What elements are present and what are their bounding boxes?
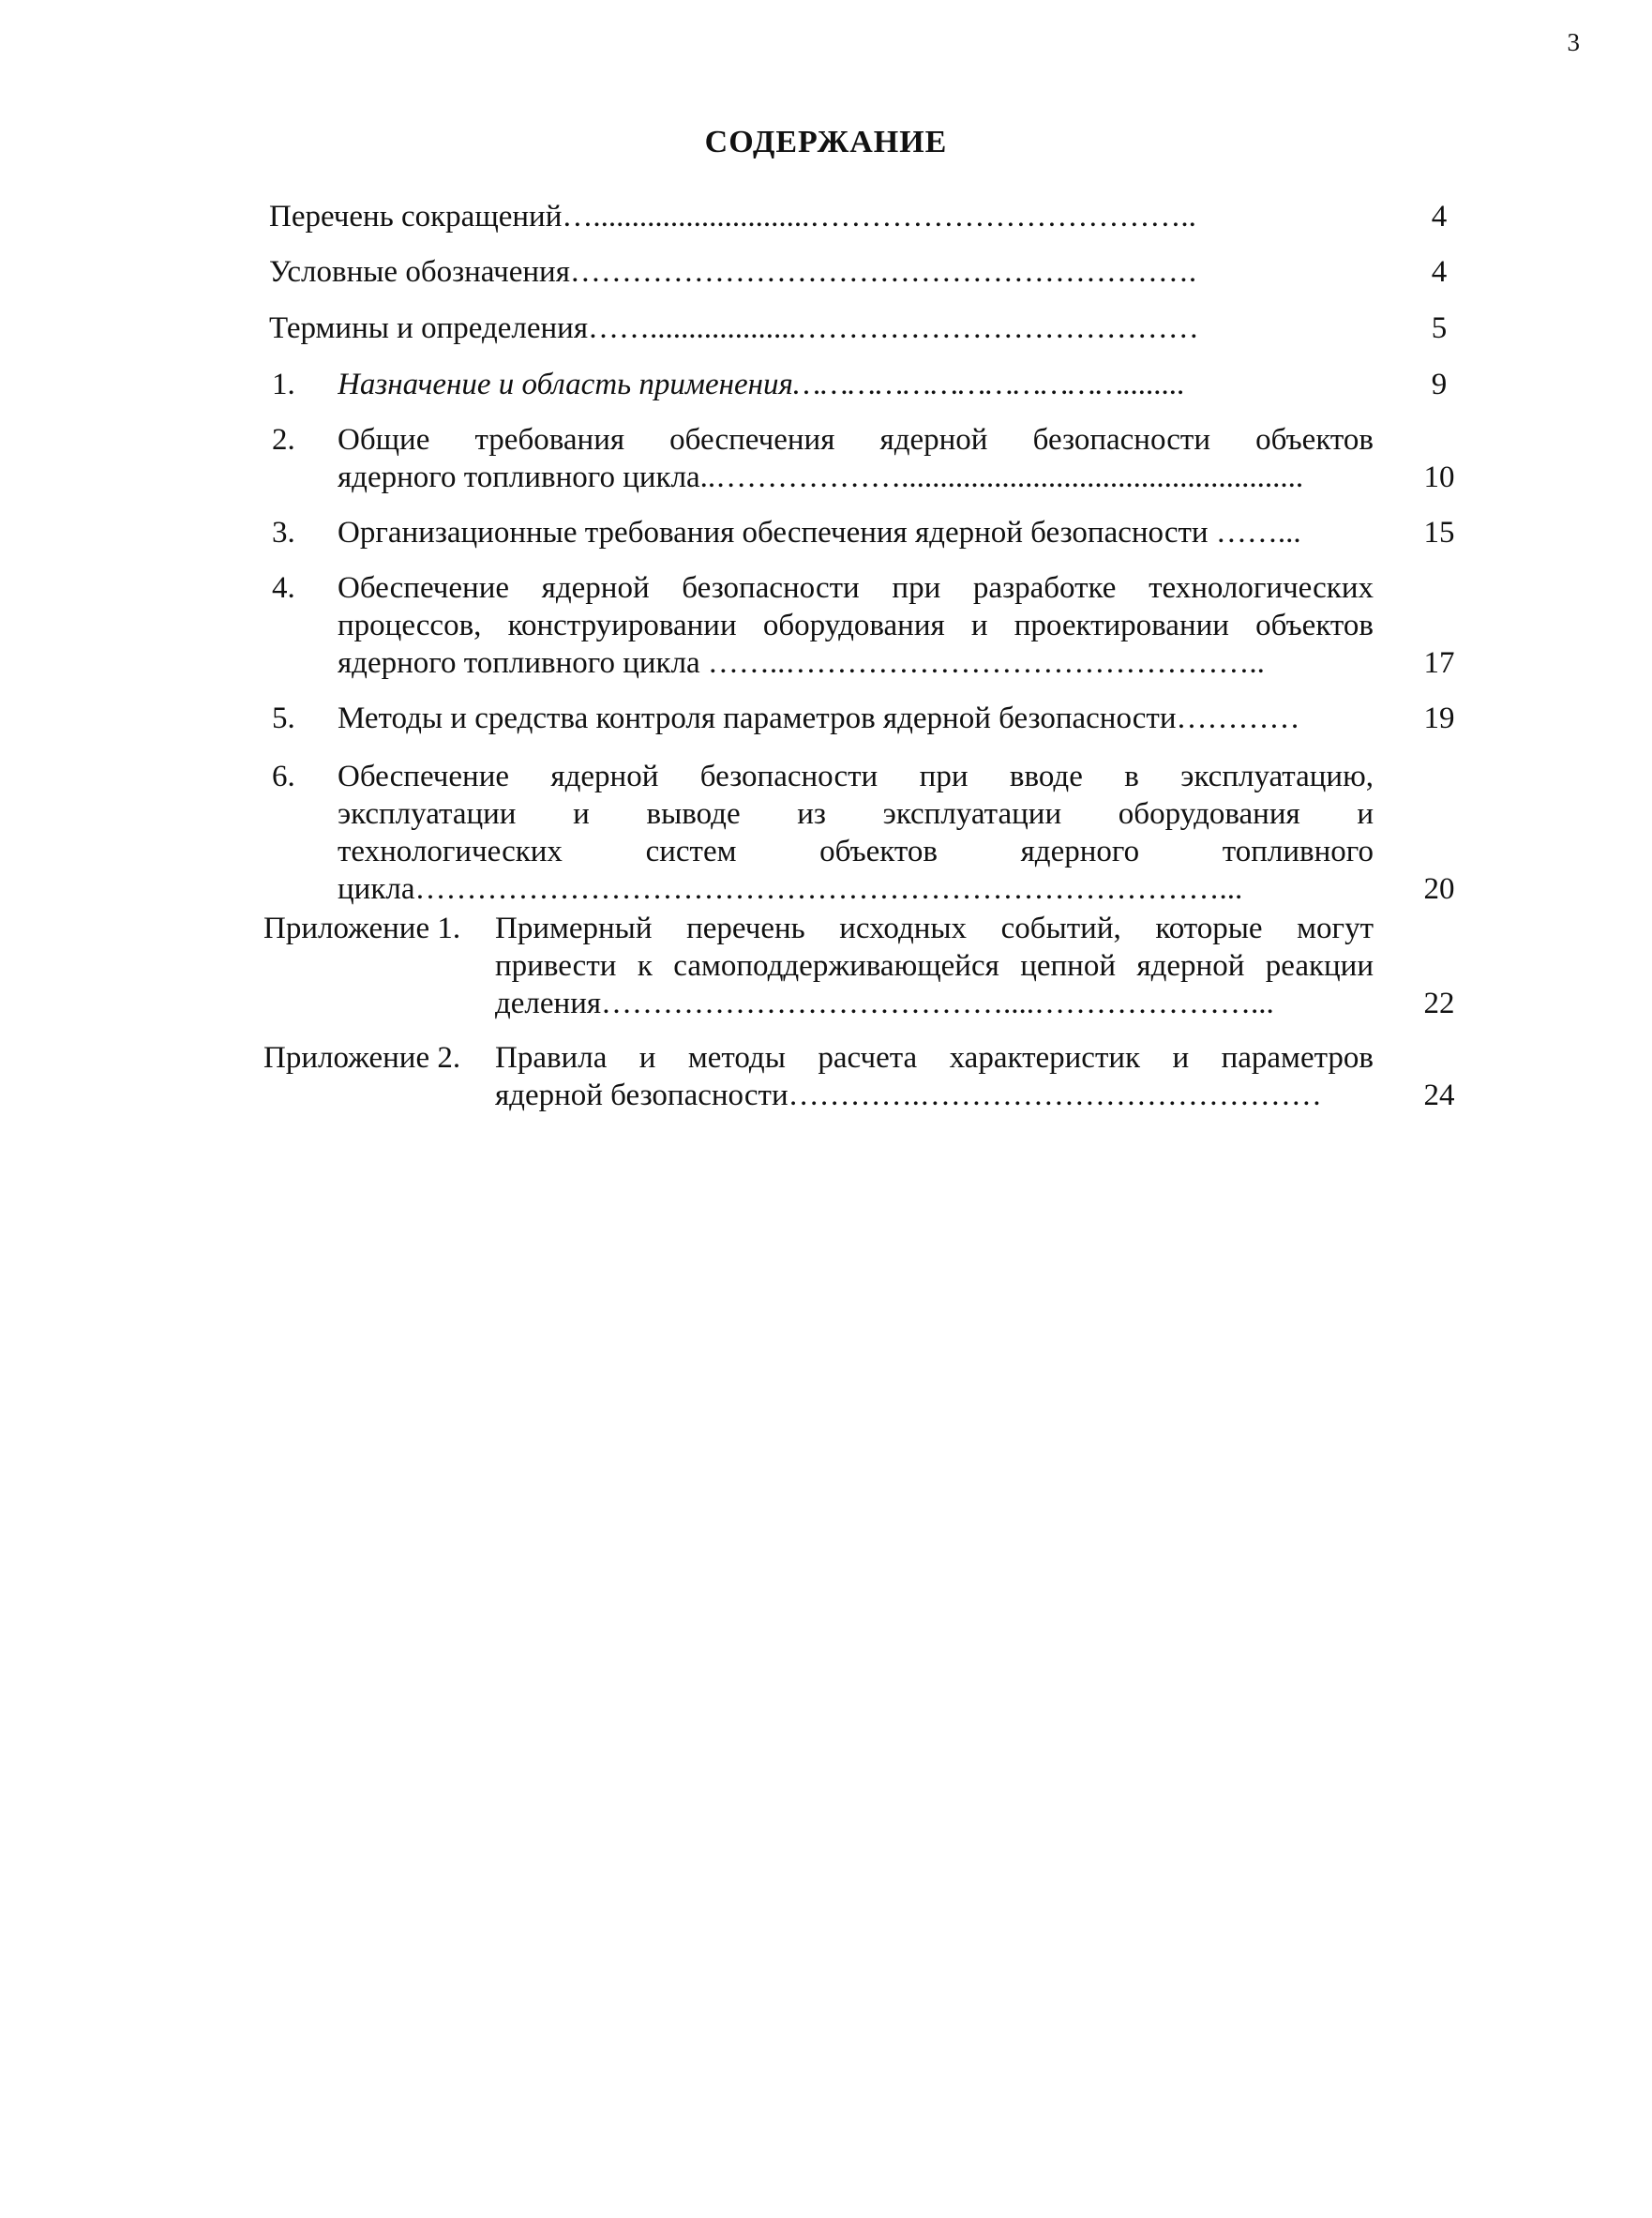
toc-entry-text: Условные обозначения……………………………………………………. <box>269 255 1197 289</box>
toc-entry-text: технологических систем объектов ядерного топливного <box>338 835 1374 868</box>
toc-entry-page: 5 <box>1431 311 1448 345</box>
toc-entry-text: ядерной безопасности………….………………………………… <box>495 1079 1322 1112</box>
toc-entry-text: эксплуатации и выводе из эксплуатации оборудования и <box>338 797 1374 831</box>
toc-entry-page: 22 <box>1423 987 1455 1020</box>
toc-entry-label: Приложение 1. <box>263 912 461 945</box>
toc-entry-text: Примерный перечень исходных событий, которые могут <box>495 912 1374 945</box>
toc-entry-text: привести к самоподдерживающейся цепной ядерной реакции <box>495 949 1374 983</box>
toc-entry-text: Обеспечение ядерной безопасности при разработке технологических <box>338 571 1374 605</box>
toc-entry-page: 4 <box>1431 200 1448 234</box>
toc-entry-abbreviations[interactable] <box>269 198 1375 235</box>
toc-entry-label: Приложение 2. <box>263 1041 461 1075</box>
toc-entry-text: Общие требования обеспечения ядерной безопасности объектов <box>338 423 1374 457</box>
toc-entry-page: 4 <box>1431 255 1448 289</box>
toc-entry-text: ядерного топливного цикла..……………….................................................... <box>338 460 1304 494</box>
toc-entry-number: 6. <box>272 760 295 793</box>
toc-entry-text: Правила и методы расчета характеристик и параметров <box>495 1041 1374 1075</box>
toc-entry-number: 1. <box>272 368 295 401</box>
toc-entry-text: процессов, конструировании оборудования и проектировании объектов <box>338 609 1374 642</box>
toc-entry-text: Назначение и область применения………………………………........ <box>338 368 1185 401</box>
toc-entry-page: 20 <box>1423 872 1455 906</box>
toc-entry-text: Перечень сокращений…............................……………………………….. <box>269 200 1196 234</box>
toc-entry-text: Методы и средства контроля параметров ядерной безопасности………… <box>338 702 1300 735</box>
toc-entry-symbols[interactable] <box>269 253 1375 291</box>
toc-entry-text: Термины и определения……...................………………………………… <box>269 311 1199 345</box>
toc-entry-text: Обеспечение ядерной безопасности при вводе в эксплуатацию, <box>338 760 1374 793</box>
toc-entry-number: 2. <box>272 423 295 457</box>
toc-entry-text: деления…………………………………....…………………... <box>495 987 1274 1020</box>
toc-entry-page: 24 <box>1423 1079 1455 1112</box>
page-number: 3 <box>1567 28 1580 56</box>
toc-entry-page: 15 <box>1423 516 1455 550</box>
toc-entry-page: 17 <box>1423 646 1455 680</box>
toc-entry-number: 3. <box>272 516 295 550</box>
toc-entry-terms[interactable] <box>269 309 1375 347</box>
toc-entry-number: 4. <box>272 571 295 605</box>
toc-entry-page: 10 <box>1423 460 1455 494</box>
toc-entry-number: 5. <box>272 702 295 735</box>
toc-entry-text: ядерного топливного цикла ……..……………………………………….. <box>338 646 1265 680</box>
toc-entry-text: Организационные требования обеспечения ядерной безопасности ……... <box>338 516 1301 550</box>
toc-title: СОДЕРЖАНИЕ <box>704 125 948 159</box>
toc-entry-text: цикла……………………………………………………………………... <box>338 872 1243 906</box>
toc-entry-page: 9 <box>1431 368 1448 401</box>
toc-entry-page: 19 <box>1423 702 1455 735</box>
